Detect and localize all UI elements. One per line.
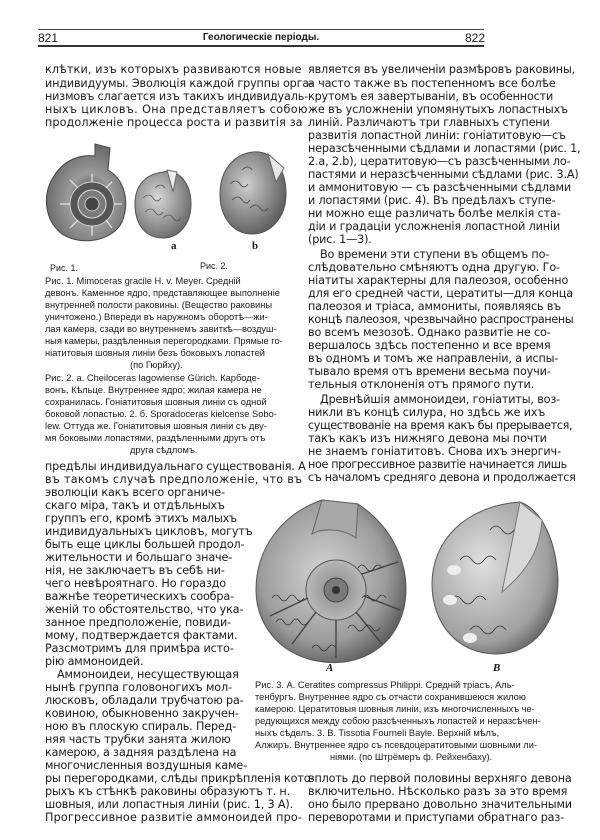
caption-line: друга сѣдломъ.: [130, 445, 198, 455]
caption-line: (по Гюрйху).: [130, 360, 183, 370]
text-line: женій то обстоятельство, что ука-: [45, 603, 244, 616]
text-line: занное предположеніе, повиди-: [45, 616, 232, 629]
text-line: продолженіе процесса роста и развитія за: [45, 116, 303, 129]
text-line: камерою, а задняя раздѣлена на: [45, 746, 237, 759]
text-line: нія, не заключаетъ въ себѣ ни-: [45, 564, 225, 577]
caption-line: мя боковыми лопастями, раздѣленными другъ отъ: [45, 433, 266, 443]
caption-line: сохранилась. Гоніатитовыя шовныя линіи съ одной: [45, 397, 267, 407]
text-line: существованіе на время какъ бы прерывается,: [308, 419, 573, 432]
caption-line: ніатитовыя шовныя линіи безъ боковыхъ лопастей: [45, 348, 265, 358]
text-line: мому, подтверждается фактами.: [45, 629, 238, 642]
ammonite-figure-1: [40, 142, 130, 247]
text-line: ніатиты характерны для палеозоя, особенно: [308, 274, 569, 287]
caption-line: Рис. 1. Mimoceras gracile H. v. Meyer. Средній: [45, 276, 241, 286]
text-line: важнѣе теоретическихъ сообра-: [45, 590, 234, 603]
text-line: въ одномъ и томъ же направленіи, а испы-: [308, 352, 559, 365]
ammonite-figure-2a: [133, 168, 193, 240]
text-line: Прогрессивное развитіе аммоноидей про-: [45, 811, 303, 824]
text-line: крутомъ ея завертываніи, въ особенности: [308, 90, 554, 103]
ammonite-figure-2b: [218, 148, 288, 236]
text-line: предѣлы индивидуальнаго существованія. А: [45, 460, 306, 473]
text-line: пастями и неразсѣченными сѣдлами (рис. 3.А): [308, 168, 579, 181]
caption-line: lew. Оттуда же. Гоніатитовыя шовныя линіи съ дву-: [45, 421, 267, 431]
text-line: низмовъ слагается изъ такихъ индивидуаль-: [45, 90, 309, 103]
caption-line: ныхъ сѣделъ. 3. B. Tissotia Fourneli Bayle. Верхній мѣлъ,: [255, 728, 500, 738]
text-line: съ началомъ средняго девона и продолжается: [308, 471, 576, 484]
text-line: вершалось здѣсь постепенно и все время: [308, 339, 551, 352]
text-line: рыхъ къ стѣнкѣ раковины образуютъ т. н.: [45, 785, 291, 798]
caption-line: боковой лопастью. 2. б. Sporadoceras kielcense Sobo-: [45, 409, 277, 419]
left-page-number: 821: [38, 31, 59, 45]
caption-line: лая камера, сзади во внутреннемъ завиткѣ—воздуш-: [45, 324, 277, 334]
text-line: и аммонитовую — съ разсѣченными сѣдлами: [308, 181, 571, 194]
text-line: нынѣ группа головоногихъ мол-: [45, 681, 232, 694]
text-line: линій. Различаютъ три главныхъ ступени: [308, 116, 550, 129]
text-line: не знаемъ гоніатитовъ. Снова ихъ энергич-: [308, 445, 561, 458]
text-line: никли въ концѣ силура, но здѣсь же ихъ: [308, 406, 546, 419]
caption-line: внутренней полости раковины. (Вещество раковины: [45, 300, 273, 310]
ammonite-figure-3b: [430, 500, 560, 658]
text-line: люсковъ, обладали трубчатою ра-: [45, 694, 244, 707]
caption-line: уничтожено.) Впереди въ наружномъ оборотѣ—жи-: [45, 312, 268, 322]
text-line: въ такомъ случаѣ предположеніе, что въ: [45, 473, 303, 486]
text-line: Древнѣйшія аммоноидеи, гоніатиты, воз-: [320, 393, 561, 406]
text-line: ры перегородками, слѣды прикрѣпленія кото-: [45, 772, 315, 785]
text-line: тывало время отъ времени весьма поучи-: [308, 365, 551, 378]
text-line: такъ какъ изъ нижняго девона мы почти: [308, 432, 547, 445]
text-line: Во времени эти ступени въ общемъ по-: [320, 248, 550, 261]
text-line: многочисленныя воздушныя каме-: [45, 759, 248, 772]
header-rule-bottom: [38, 45, 484, 47]
text-line: Разсмотримъ для примѣра исто-: [45, 642, 234, 655]
text-line: клѣтки, изъ которыхъ развиваются новые: [45, 63, 302, 76]
text-line: же въ усложненіи упомянутыхъ лопастныхъ: [308, 103, 568, 116]
text-line: шовныя, или лопастныя линіи (рис. 1, 3 А).: [45, 798, 294, 811]
caption-line: ныя камеры, раздѣленныя перегородками. Прямые го-: [45, 336, 283, 346]
figure-2a-label: a: [171, 240, 177, 252]
text-line: группъ его, кромѣ этихъ малыхъ: [45, 512, 237, 525]
text-line: (рис. 1—3).: [308, 233, 372, 246]
text-line: включительно. Нѣсколько разъ за это время: [308, 785, 568, 798]
ammonite-figure-3a: [252, 498, 412, 666]
text-line: Аммоноидеи, несуществующая: [57, 668, 239, 681]
text-line: развитія лопастной линіи: гоніатитовую—съ: [308, 129, 566, 142]
caption-line: девонъ. Каменное ядро, представляющее выполненіе: [45, 288, 280, 298]
text-line: діи и градаціи усложненія лопастной линіи: [308, 220, 561, 233]
text-line: жительности и большаго значе-: [45, 551, 233, 564]
text-line: няя часть трубки занята жилою: [45, 733, 231, 746]
caption-line: камерою. Цератитовыя шовныя линіи, изъ многочисленныхъ че-: [255, 704, 535, 714]
text-line: тельныя отклоненія отъ прямого пути.: [308, 378, 535, 391]
text-line: эволюціи какъ всего органиче-: [45, 486, 225, 499]
text-line: а часто также въ постепенномъ все болѣе: [308, 77, 556, 90]
text-line: ною въ плоскую спираль. Перед-: [45, 720, 237, 733]
text-line: оно было прервано довольно значительными: [308, 798, 572, 811]
caption-line: вонъ, Кѣльце. Внутреннее ядро; жилая камера не: [45, 385, 262, 395]
text-line: переворотами и приступами обратнаго раз-: [308, 811, 565, 824]
header-rule-top: [38, 29, 484, 30]
text-line: во всемъ мезозоѣ. Однако развитіе не со-: [308, 326, 551, 339]
text-line: является въ увеличеніи размѣровъ раковины,: [308, 63, 576, 76]
text-line: ковиною, обыкновенно закручен-: [45, 707, 239, 720]
text-line: 2.а, 2.b), цератитовую—съ разсѣченными ло-: [308, 155, 571, 168]
running-title: Геологическіе періоды.: [202, 32, 320, 43]
caption-line: тенбургъ. Внутреннее ядро съ отчасти сохранившеюся жилою: [255, 692, 526, 702]
text-line: скаго міра, такъ и отдѣльныхъ: [45, 499, 225, 512]
text-line: индивидуальныхъ цикловъ, могутъ: [45, 525, 253, 538]
text-line: ное прогрессивное развитіе начинается лишь: [308, 458, 567, 471]
text-line: рію аммоноидей.: [45, 655, 144, 668]
figure-2-label: Рис. 2.: [200, 261, 229, 271]
text-line: чего невѣроятнаго. Но гораздо: [45, 577, 226, 590]
caption-line: Рис. 3. A. Ceratites compressus Philippi. Средній тріасъ, Аль-: [255, 680, 515, 690]
text-line: слѣдовательно смѣняютъ одна другую. Го-: [308, 261, 560, 274]
text-line: неразсѣченными сѣдлами и лопастями (рис. 1,: [308, 142, 581, 155]
text-line: концѣ палеозоя, чрезвычайно распространены: [308, 313, 574, 326]
figure-1-label: Рис. 1.: [50, 263, 79, 273]
text-line: и лопастями (рис. 4). Въ предѣлахъ ступе-: [308, 194, 556, 207]
text-line: вплоть до первой половины верхняго девона: [308, 772, 572, 785]
caption-line: редующихся между собою разсѣченныхъ лопастей и неразсѣчен-: [255, 716, 541, 726]
figure-3b-label: B: [493, 662, 501, 674]
text-line: для его средней части, цератиты—для конца: [308, 287, 573, 300]
text-line: ни можно еще различать болѣе мелкія ста-: [308, 207, 561, 220]
caption-line: Рис. 2. a. Cheiloceras lagowiense Gürich. Карбоде-: [45, 373, 260, 383]
figure-3a-label: A: [326, 662, 334, 674]
text-line: индивидуумы. Эволюція каждой группы орга-: [45, 77, 313, 90]
caption-line: Алжиръ. Внутреннее ядро съ псевдоцератитовыми шовными ли-: [255, 740, 538, 750]
text-line: быть еще циклы большей продол-: [45, 538, 245, 551]
figure-2b-label: b: [252, 240, 259, 252]
text-line: палеозоя и тріаса, аммониты, появляясь въ: [308, 300, 562, 313]
caption-line: ніями. (по Штрёмеръ ф. Рейхенбаху).: [330, 752, 493, 762]
right-page-number: 822: [465, 31, 486, 45]
text-line: ныхъ цикловъ. Она представляетъ собою: [45, 103, 308, 116]
